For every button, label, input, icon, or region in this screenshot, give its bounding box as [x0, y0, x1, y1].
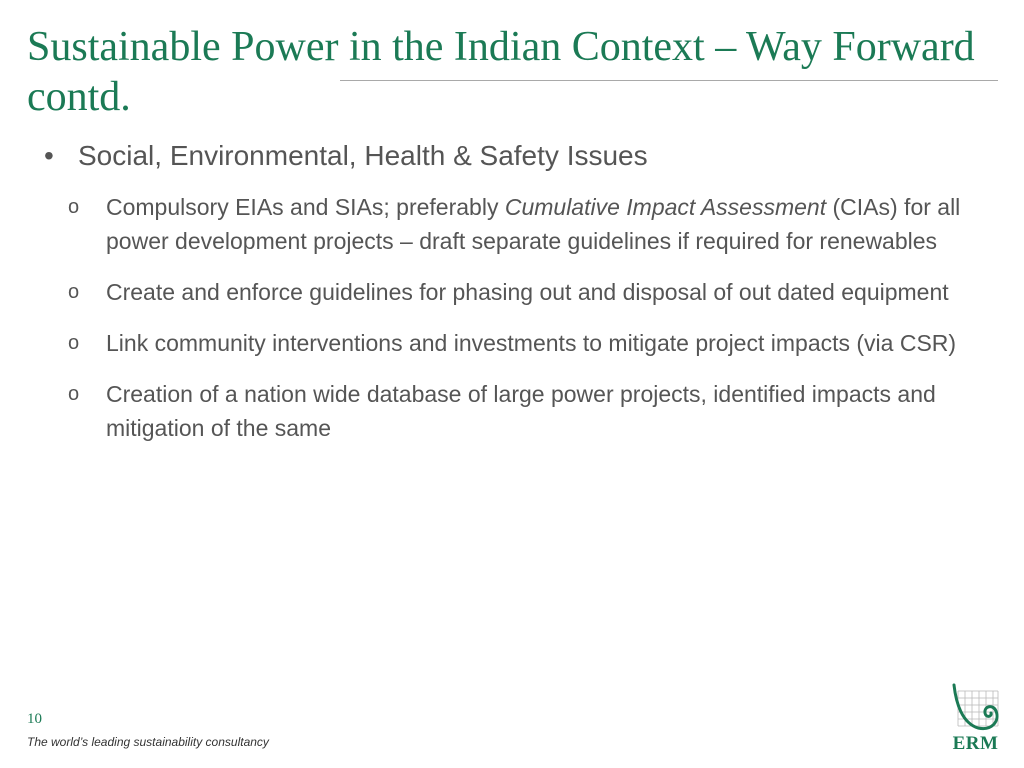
- sub-bullet-text-after: (CIAs) for all power development projects – draft separate guidelines if required for renewables: [106, 194, 961, 254]
- sub-bullet-text-before: Compulsory EIAs and SIAs; preferably: [106, 194, 505, 220]
- erm-logo: [948, 683, 1003, 758]
- sub-bullet-marker: o: [68, 281, 80, 303]
- sub-bullet-item: [44, 326, 984, 360]
- slide-title: Sustainable Power in the Indian Context – Way Forward contd.: [27, 24, 975, 120]
- sub-bullet-item: [44, 190, 984, 258]
- main-bullet: [44, 138, 984, 174]
- sub-bullet-marker: o: [68, 196, 80, 218]
- sub-bullet-text: Link community interventions and investments to mitigate project impacts (via CSR): [106, 330, 957, 356]
- sub-bullet-text: Create and enforce guidelines for phasing out and disposal of out dated equipment: [106, 279, 949, 305]
- sub-bullet-marker: o: [68, 332, 80, 354]
- sub-bullet-text: Creation of a nation wide database of large power projects, identified impacts and mitigation of the same: [106, 381, 936, 441]
- sub-bullet-italic-term: Cumulative Impact Assessment: [504, 194, 827, 220]
- sub-bullet-item: [44, 377, 984, 445]
- page-number: 10: [27, 711, 42, 727]
- sub-bullet-item: [44, 275, 984, 309]
- main-bullet-text: Social, Environmental, Health & Safety Issues: [78, 140, 648, 171]
- logo-text: ERM: [952, 733, 999, 754]
- sub-bullet-marker: o: [68, 383, 80, 405]
- erm-grid-spiral-logo-icon: [948, 683, 1003, 733]
- main-bullet-marker: •: [44, 140, 54, 171]
- slide-content: [44, 138, 984, 462]
- title-divider: [340, 80, 998, 81]
- sub-bullet-list: [44, 190, 984, 445]
- footer-tagline: The world’s leading sustainability consultancy: [27, 735, 269, 749]
